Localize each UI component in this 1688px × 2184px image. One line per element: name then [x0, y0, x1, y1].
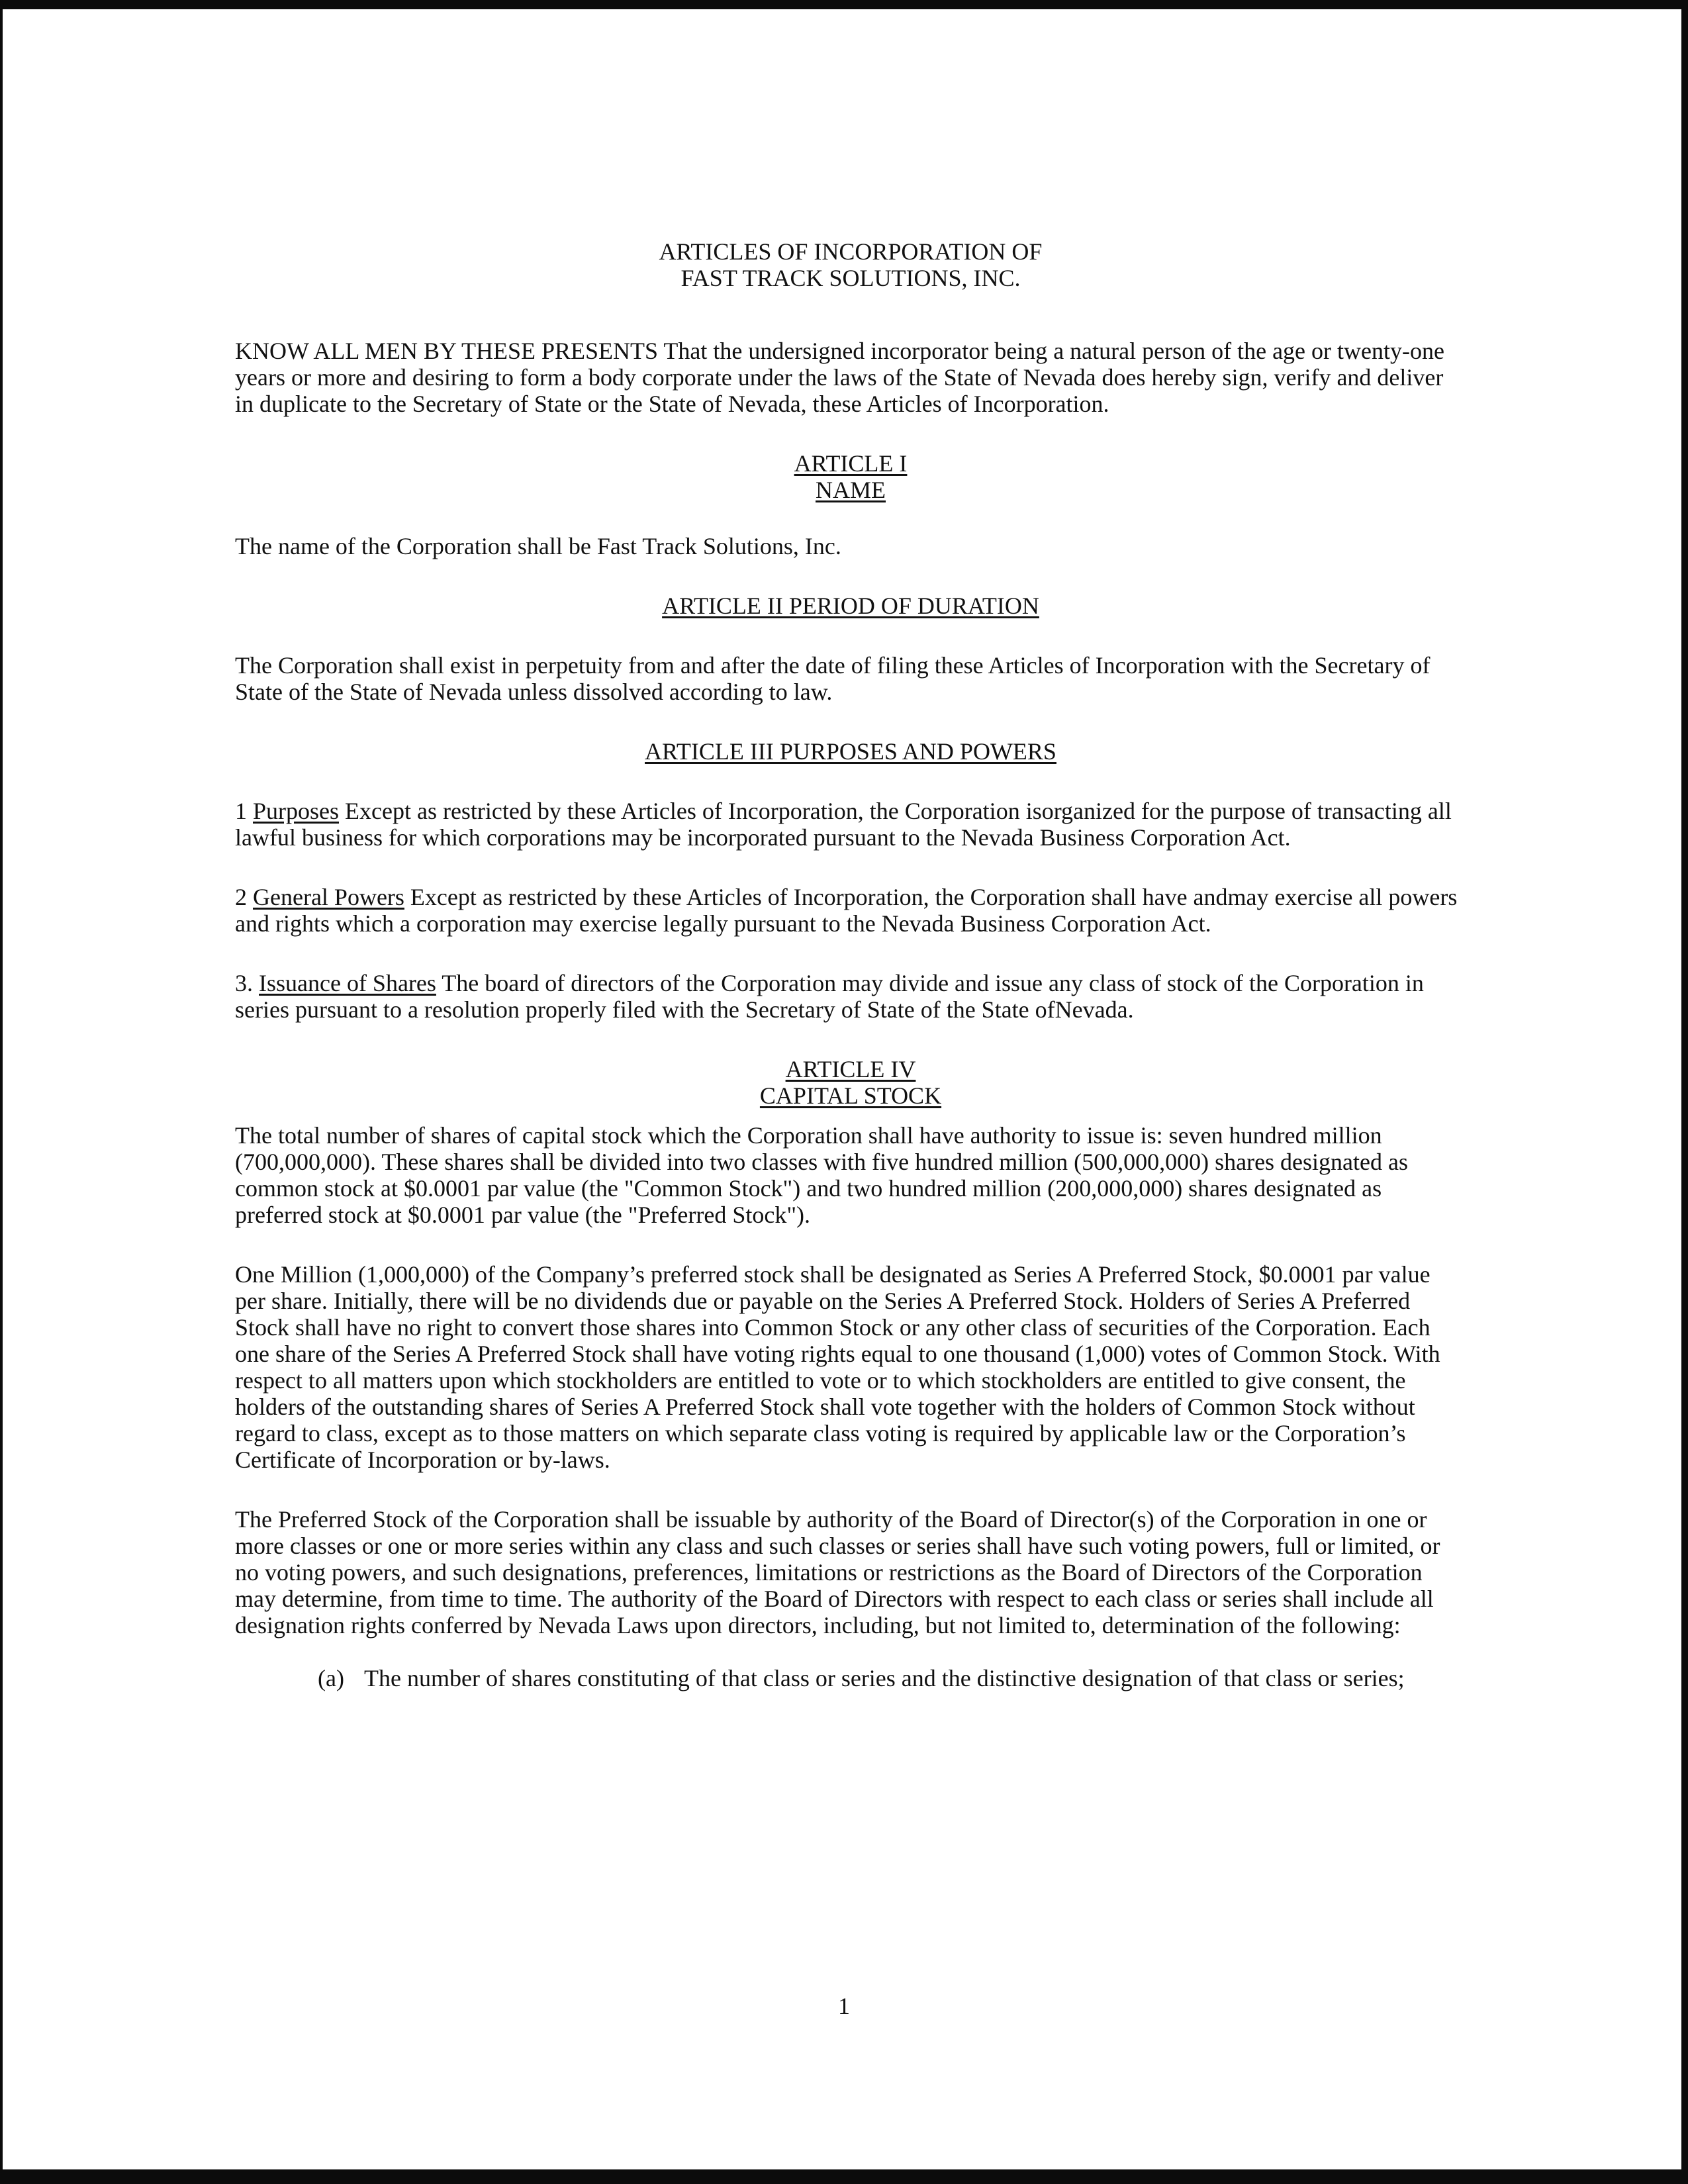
article-3-item-2-number: 2 — [235, 884, 247, 910]
scan-border-left — [0, 0, 3, 2184]
article-3-item-3-label: Issuance of Shares — [259, 970, 436, 996]
title-line-2: FAST TRACK SOLUTIONS, INC. — [680, 265, 1021, 291]
article-3-heading-text: ARTICLE III PURPOSES AND POWERS — [645, 738, 1056, 765]
page-number: 1 — [838, 1993, 850, 2019]
article-1-text: The name of the Corporation shall be Fast Track Solutions, Inc. — [235, 533, 841, 559]
article-1-heading — [235, 450, 1466, 503]
scan-border-bottom — [0, 2169, 1688, 2184]
article-3-item-2-label: General Powers — [253, 884, 404, 910]
document-title — [235, 238, 1466, 291]
scan-border-top — [0, 0, 1688, 9]
article-2-text: The Corporation shall exist in perpetuity from and after the date of filing these Articles of Incorporation with the Secretary of State of the State of Nevada unless dissolved according to law. — [235, 652, 1430, 705]
article-4-heading — [235, 1056, 1466, 1109]
article-3-item-1-label: Purposes — [253, 798, 340, 824]
article-3-item-1 — [235, 798, 1466, 851]
scan-border-right — [1681, 0, 1688, 2184]
article-3-item-3-number: 3. — [235, 970, 253, 996]
article-4-item-a-marker: (a) — [318, 1665, 344, 1691]
article-4-item-a-text: The number of shares constituting of that class or series and the distinctive designation of that class or series; — [364, 1665, 1405, 1691]
article-3-heading — [235, 738, 1466, 765]
article-1-heading-line-2: NAME — [816, 477, 886, 503]
article-3-item-2 — [235, 884, 1466, 937]
article-4-item-a — [318, 1665, 1466, 1691]
article-1-heading-line-1: ARTICLE I — [794, 450, 908, 477]
article-3-item-2-text: Except as restricted by these Articles of Incorporation, the Corporation shall have andmay exercise all powers and rights which a corporation may exercise legally pursuant to the Nevada Business Corporation Act. — [235, 884, 1458, 937]
article-4-heading-line-2: CAPITAL STOCK — [759, 1082, 942, 1109]
title-line-1: ARTICLES OF INCORPORATION OF — [659, 238, 1043, 265]
article-3-item-3 — [235, 970, 1466, 1023]
document-page — [235, 238, 1466, 1691]
article-3-item-3-text: The board of directors of the Corporation may divide and issue any class of stock of the Corporation in series pursuant to a resolution properly filed with the Secretary of State of the State ofNevada. — [235, 970, 1424, 1023]
article-2-heading-text: ARTICLE II PERIOD OF DURATION — [662, 593, 1039, 619]
article-4-paragraph-3: The Preferred Stock of the Corporation shall be issuable by authority of the Board of Director(s) of the Corporation in one or more classes or one or more series within any class and such classes or series shall have such voting powers, full or limited, or no voting powers, and such designations, preferences, limitations or restrictions as the Board of Directors of the Corporation may determine, from time to time. The authority of the Board of Directors with respect to each class or series shall include all designation rights conferred by Nevada Laws upon directors, including, but not limited to, determination of the following: — [235, 1506, 1440, 1638]
article-2-heading — [235, 593, 1466, 619]
preamble-paragraph: KNOW ALL MEN BY THESE PRESENTS That the undersigned incorporator being a natural person of the age or twenty-one years or more and desiring to form a body corporate under the laws of the State of Nevada does hereby sign, verify and deliver in duplicate to the Secretary of State or the State of Nevada, these Articles of Incorporation. — [235, 338, 1444, 417]
article-4-paragraph-1: The total number of shares of capital stock which the Corporation shall have authority to issue is: seven hundred million (700,000,000). These shares shall be divided into two classes with five hundred million (500,000,000) shares designated as common stock at $0.0001 par value (the "Common Stock") and two hundred million (200,000,000) shares designated as preferred stock at $0.0001 par value (the "Preferred Stock"). — [235, 1122, 1408, 1228]
article-4-heading-line-1: ARTICLE IV — [785, 1056, 916, 1082]
article-3-item-1-text: Except as restricted by these Articles of Incorporation, the Corporation isorganized for the purpose of transacting all lawful business for which corporations may be incorporated pursuant to the Nevada Business Corporation Act. — [235, 798, 1452, 851]
article-4-paragraph-2: One Million (1,000,000) of the Company’s preferred stock shall be designated as Series A Preferred Stock, $0.0001 par value per share. Initially, there will be no dividends due or payable on the Series A Preferred Stock. Holders of Series A Preferred Stock shall have no right to convert those shares into Common Stock or any other class of securities of the Corporation. Each one share of the Series A Preferred Stock shall have voting rights equal to one thousand (1,000) votes of Common Stock. With respect to all matters upon which stockholders are entitled to vote or to which stockholders are entitled to give consent, the holders of the outstanding shares of Series A Preferred Stock shall vote together with the holders of Common Stock without regard to class, except as to those matters on which separate class voting is required by applicable law or the Corporation’s Certificate of Incorporation or by-laws. — [235, 1261, 1440, 1473]
article-3-item-1-number: 1 — [235, 798, 247, 824]
